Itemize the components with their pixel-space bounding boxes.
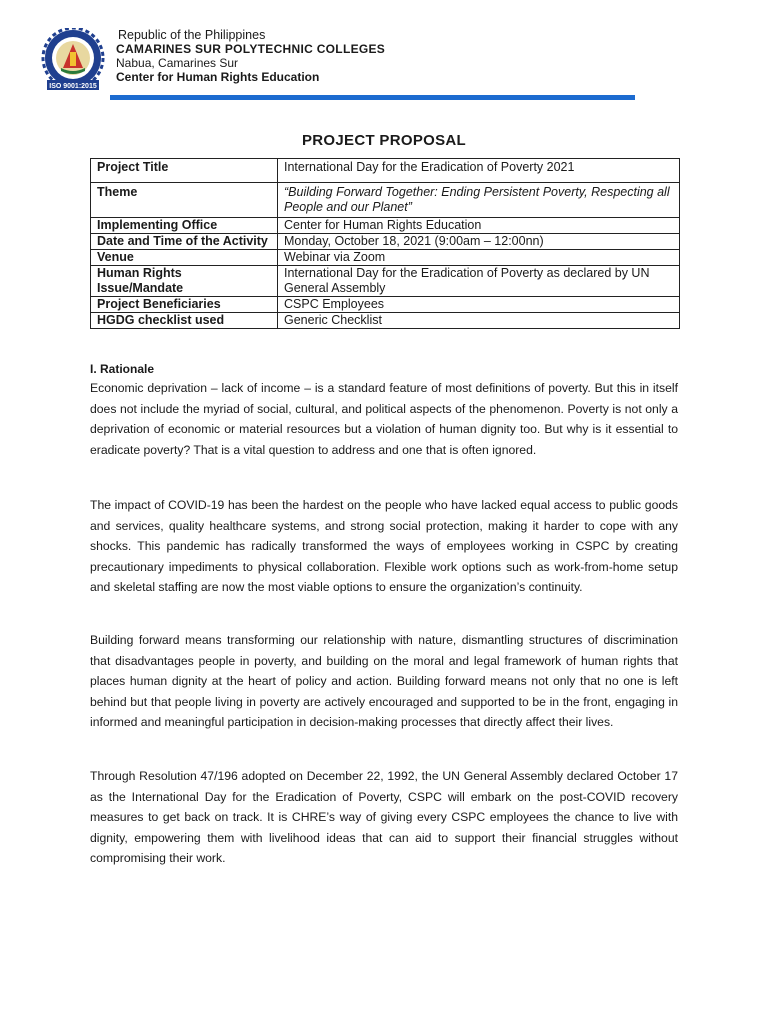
row-value: Webinar via Zoom [278,250,680,266]
row-value: International Day for the Eradication of Poverty 2021 [278,159,680,183]
row-value: “Building Forward Together: Ending Persistent Poverty, Respecting all People and our Planet” [278,183,680,218]
table-row [91,266,680,297]
row-value: Generic Checklist [278,313,680,329]
row-label: Human Rights Issue/Mandate [91,266,278,297]
iso-label: ISO 9001:2015 [49,83,97,90]
project-info-table [90,158,680,329]
table-row [91,297,680,313]
row-label: HGDG checklist used [91,313,278,329]
table-row [91,313,680,329]
row-label: Project Title [91,159,278,183]
row-value: Center for Human Rights Education [278,218,680,234]
rationale-paragraph: Building forward means transforming our relationship with nature, dismantling structures of discrimination that disadvantages people in poverty, and building on the moral and legal framework of human rights that places human dignity at the heart of policy and action. Building forward means not only that no one is left behind but that people living in poverty are actively encouraged and supported to be in the front, engaging in informed and meaningful participation in decision-making processes that directly affect their lives. [90,633,678,730]
row-label: Venue [91,250,278,266]
center-name: Center for Human Rights Education [116,70,320,84]
letterhead [116,28,385,84]
header-divider [110,95,635,100]
table-row [91,250,680,266]
rationale-paragraph: Through Resolution 47/196 adopted on December 22, 1992, the UN General Assembly declared October 17 as the International Day for the Eradication of Poverty, CSPC will embark on the post-COVID recovery measures to get back on track. It is CHRE’s way of giving every CSPC employees the chance to live with dignity, empowering them with livelihood ideas that can aid to support their financial struggles without compromising their work. [90,769,678,866]
row-value: Monday, October 18, 2021 (9:00am – 12:00nn) [278,234,680,250]
document-title: PROJECT PROPOSAL [302,132,466,149]
row-value: International Day for the Eradication of Poverty as declared by UN General Assembly [278,266,680,297]
country-line: Republic of the Philippines [118,28,266,42]
row-label: Date and Time of the Activity [91,234,278,250]
table-row [91,218,680,234]
row-label: Project Beneficiaries [91,297,278,313]
cspc-seal-logo [41,28,105,92]
institution-name: CAMARINES SUR POLYTECHNIC COLLEGES [116,42,386,56]
row-label: Implementing Office [91,218,278,234]
table-row [91,159,680,183]
rationale-paragraph: The impact of COVID-19 has been the hardest on the people who have lacked equal access to public goods and services, quality healthcare systems, and strong social protection, making it harder to cope with any shocks. This pandemic has radically transformed the ways of employees working in CSPC by creating precautionary impediments to physical collaboration. Flexible work options such as work-from-home setup and skeletal staffing are now the most viable options to ensure the organization’s continuity. [90,498,678,595]
rationale-heading: I. Rationale [90,362,155,376]
row-value: CSPC Employees [278,297,680,313]
rationale-paragraph: Economic deprivation – lack of income – is a standard feature of most definitions of poverty. But this in itself does not include the myriad of social, cultural, and political aspects of the phenomenon. Poverty is not only a deprivation of economic or material resources but a violation of human dignity too. But why is it essential to eradicate poverty? That is a vital question to address and one that is often ignored. [90,381,678,457]
institution-location: Nabua, Camarines Sur [116,56,239,70]
table-row [91,183,680,218]
table-row [91,234,680,250]
row-label: Theme [91,183,278,218]
